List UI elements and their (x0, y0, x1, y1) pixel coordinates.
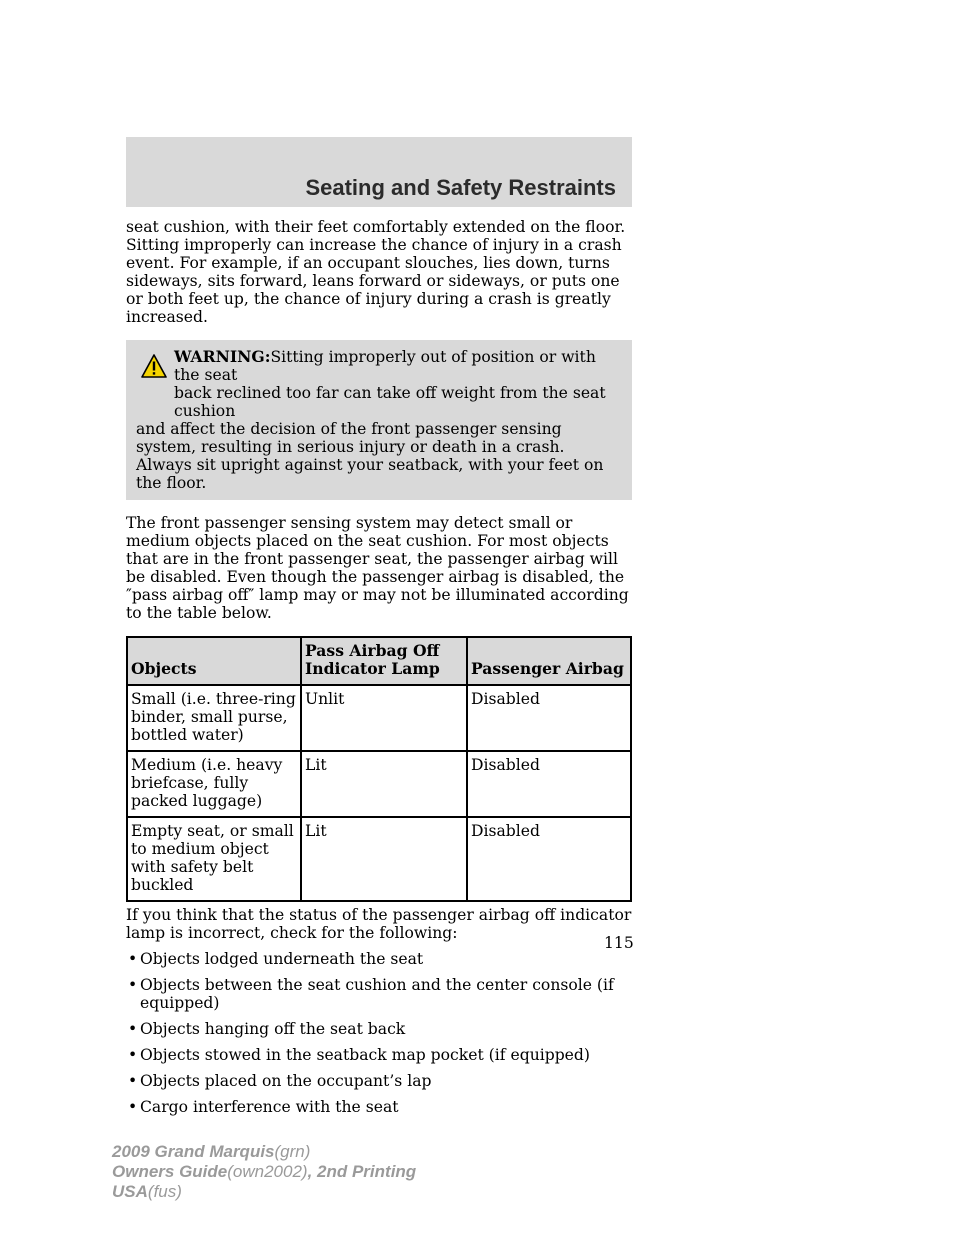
footer-guide-code: (own2002) (227, 1162, 308, 1181)
table-cell-lamp: Lit (301, 817, 467, 901)
list-item (126, 1046, 632, 1064)
list-item-text: Objects lodged underneath the seat (140, 950, 424, 968)
page-number: 115 (604, 934, 634, 952)
list-item (126, 1072, 632, 1090)
table-cell-airbag: Disabled (467, 751, 631, 817)
table-header-row (127, 637, 631, 685)
list-item-text: Cargo interference with the seat (140, 1098, 399, 1116)
warning-line-2: back reclined too far can take off weight from the seat cushion (174, 384, 606, 420)
list-item-text: Objects between the seat cushion and the center console (if equipped) (140, 976, 614, 1012)
table-header-airbag: Passenger Airbag (467, 637, 631, 685)
warning-rest: and affect the decision of the front passenger sensing system, resulting in serious injury or death in a crash. (136, 420, 565, 456)
airbag-status-table (126, 636, 632, 902)
print-footer (112, 1142, 416, 1202)
warning-triangle-icon (141, 354, 167, 378)
warning-label: WARNING: (174, 347, 271, 366)
section-title: Seating and Safety Restraints (305, 175, 616, 200)
bullet-icon: • (128, 1072, 138, 1090)
section-header-band (126, 137, 632, 207)
footer-market: USA (112, 1182, 148, 1201)
bullet-icon: • (128, 1098, 138, 1116)
list-item (126, 976, 632, 1012)
list-item (126, 950, 632, 968)
bullet-icon: • (128, 950, 138, 968)
table-row (127, 685, 631, 751)
footer-line-3 (112, 1182, 416, 1202)
warning-first-line (136, 348, 622, 384)
footer-model-code: (grn) (274, 1142, 311, 1161)
bullet-icon: • (128, 1046, 138, 1064)
footer-market-code: (fus) (147, 1182, 182, 1201)
footer-line-1 (112, 1142, 416, 1162)
footer-guide: Owners Guide (112, 1162, 228, 1181)
bullet-icon: • (128, 976, 138, 994)
table-cell-object: Small (i.e. three-ring binder, small purse, bottled water) (127, 685, 301, 751)
table-cell-object: Empty seat, or small to medium object with safety belt buckled (127, 817, 301, 901)
intro-paragraph: seat cushion, with their feet comfortably extended on the floor. Sitting improperly can increase the chance of injury in a crash event. For example, if an occupant slouches, lies down, turns sideways, sits forward, leans forward or sideways, or puts one or both feet up, the chance of injury during a crash is greatly increased. (126, 218, 626, 326)
warning-line-1: Sitting improperly out of position or with the seat (174, 348, 596, 384)
list-item-text: Objects hanging off the seat back (140, 1020, 406, 1038)
checklist (126, 950, 632, 1116)
table-row (127, 817, 631, 901)
warning-last: Always sit upright against your seatback, with your feet on the floor. (136, 456, 604, 492)
objects-paragraph: The front passenger sensing system may detect small or medium objects placed on the seat cushion. For most objects that are in the front passenger seat, the passenger airbag will be disabled. Even though the passenger airbag is disabled, the ″pass airbag off″ lamp may or may not be illuminated according to the table below. (126, 514, 629, 622)
list-item-text: Objects placed on the occupant’s lap (140, 1072, 432, 1090)
list-item (126, 1020, 632, 1038)
table-cell-lamp: Lit (301, 751, 467, 817)
table-row (127, 751, 631, 817)
table-cell-object: Medium (i.e. heavy briefcase, fully packed luggage) (127, 751, 301, 817)
table-cell-lamp: Unlit (301, 685, 467, 751)
table-cell-airbag: Disabled (467, 685, 631, 751)
bullet-icon: • (128, 1020, 138, 1038)
footer-printing: , 2nd Printing (307, 1162, 417, 1181)
check-paragraph: If you think that the status of the passenger airbag off indicator lamp is incorrect, check for the following: (126, 906, 632, 942)
table-header-objects: Objects (127, 637, 301, 685)
warning-box (126, 340, 632, 500)
footer-line-2 (112, 1162, 416, 1182)
table-header-lamp: Pass Airbag Off Indicator Lamp (301, 637, 467, 685)
list-item-text: Objects stowed in the seatback map pocket (if equipped) (140, 1046, 590, 1064)
page-content (126, 218, 632, 1124)
list-item (126, 1098, 632, 1116)
table-cell-airbag: Disabled (467, 817, 631, 901)
footer-model: 2009 Grand Marquis (112, 1142, 275, 1161)
